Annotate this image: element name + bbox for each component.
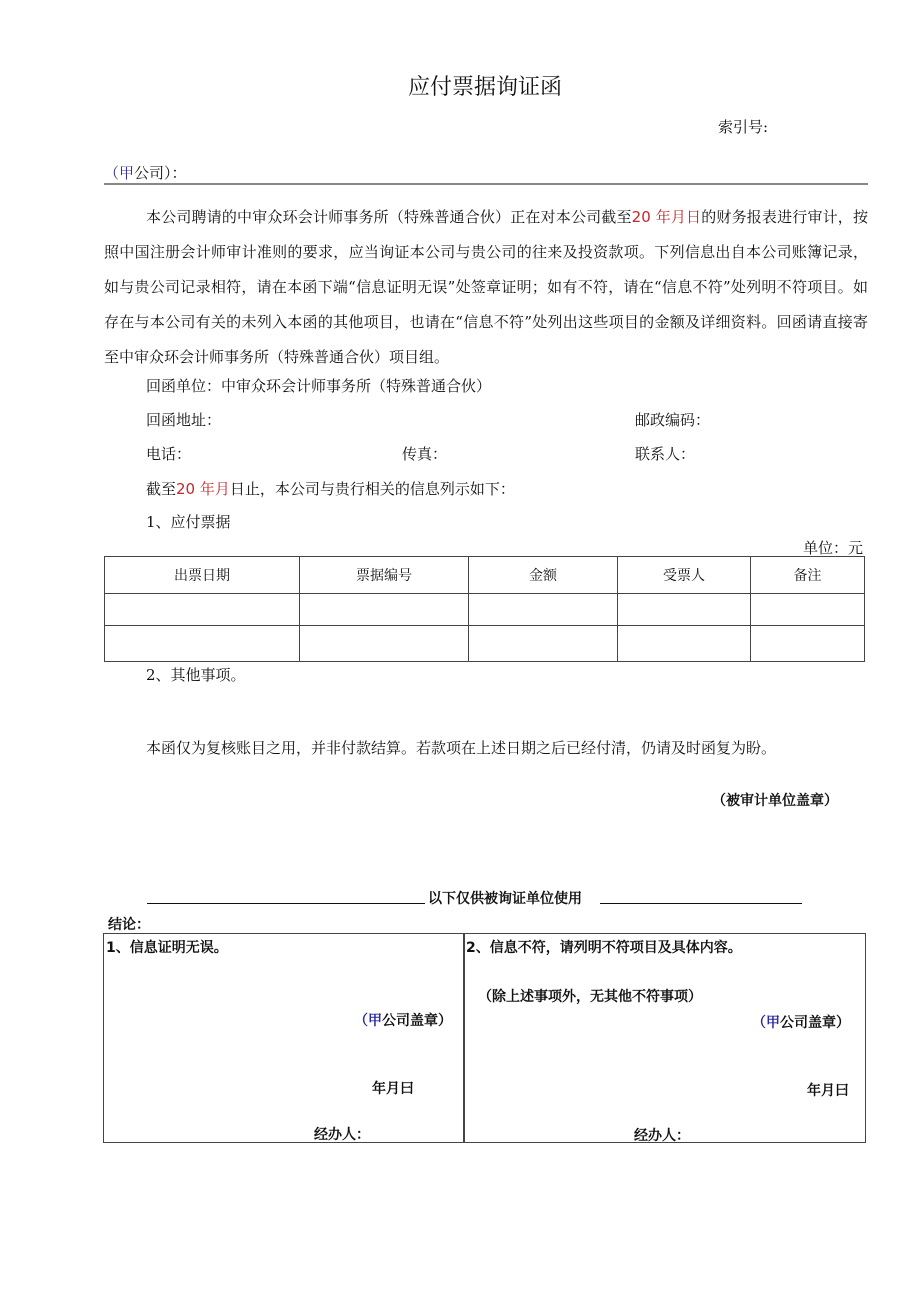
header-amount: 金额 bbox=[469, 557, 618, 594]
box-heading: 1、信息证明无误。 bbox=[106, 940, 228, 956]
company-stamp: （甲公司盖章） bbox=[752, 1015, 850, 1031]
postcode: 邮政编码： bbox=[635, 411, 711, 429]
header-remarks: 备注 bbox=[751, 557, 865, 594]
discrepancy-box bbox=[463, 933, 866, 1143]
divider-line bbox=[104, 183, 868, 185]
reply-unit: 回函单位：中审众环会计师事务所（特殊普通合伙） bbox=[146, 377, 492, 395]
phone: 电话： bbox=[146, 445, 192, 463]
header-note-number: 票据编号 bbox=[300, 557, 469, 594]
date-label: 年月曰 bbox=[807, 1083, 849, 1099]
divider-caption: 以下仅供被询证单位使用 bbox=[428, 891, 582, 907]
notes-table bbox=[104, 556, 865, 662]
header-payee: 受票人 bbox=[618, 557, 751, 594]
addressee: （甲公司）： bbox=[104, 164, 187, 182]
divider-line-right bbox=[600, 903, 802, 904]
box-heading: 2、信息不符，请列明不符项目及具体内容。 bbox=[466, 940, 742, 956]
fax: 传真： bbox=[402, 445, 448, 463]
handler-label: 经办人： bbox=[314, 1127, 370, 1143]
as-of-line: 截至20 年月日止，本公司与贵行相关的信息列示如下： bbox=[146, 480, 515, 498]
table-header-row bbox=[105, 557, 865, 594]
contact: 联系人： bbox=[635, 445, 696, 463]
header-issue-date: 出票日期 bbox=[105, 557, 300, 594]
table-row bbox=[105, 594, 865, 626]
section-1-title: 1、应付票据 bbox=[146, 513, 231, 531]
disclaimer-note: 本函仅为复核账目之用，并非付款结算。若款项在上述日期之后已经付清，仍请及时函复为盼。 bbox=[146, 739, 777, 757]
reply-address: 回函地址： bbox=[146, 411, 222, 429]
company-stamp: （甲公司盖章） bbox=[354, 1013, 452, 1029]
discrepancy-note: （除上述事项外，无其他不符事项） bbox=[478, 989, 702, 1005]
divider-line-left bbox=[147, 903, 425, 904]
unit-label: 单位：元 bbox=[803, 539, 864, 557]
table-row bbox=[105, 626, 865, 662]
handler-label: 经办人： bbox=[634, 1128, 690, 1144]
page-title: 应付票据询证函 bbox=[407, 75, 562, 100]
audited-unit-stamp: （被审计单位盖章） bbox=[712, 793, 838, 809]
index-number-label: 索引号: bbox=[718, 118, 769, 136]
section-2-title: 2、其他事项。 bbox=[146, 666, 246, 684]
conclusion-label: 结论： bbox=[108, 917, 150, 933]
date-label: 年月曰 bbox=[372, 1081, 414, 1097]
confirm-correct-box bbox=[103, 933, 465, 1143]
body-paragraph: 本公司聘请的中审众环会计师事务所（特殊普通合伙）正在对本公司截至20 年月日的财务报表进行审计，按照中国注册会计师审计准则的要求，应当询证本公司与贵公司的往来及投资款项。下列信息出自本公司账簿记录，如与贵公司记录相符，请在本函下端“信息证明无误”处签章证明；如有不符，请在“信息不符”处列明不符项目。如存在与本公司有关的未列入本函的其他项目，也请在“信息不符”处列出这些项目的金额及详细资料。回函请直接寄至中审众环会计师事务所（特殊普通合伙）项目组。 bbox=[104, 208, 868, 366]
